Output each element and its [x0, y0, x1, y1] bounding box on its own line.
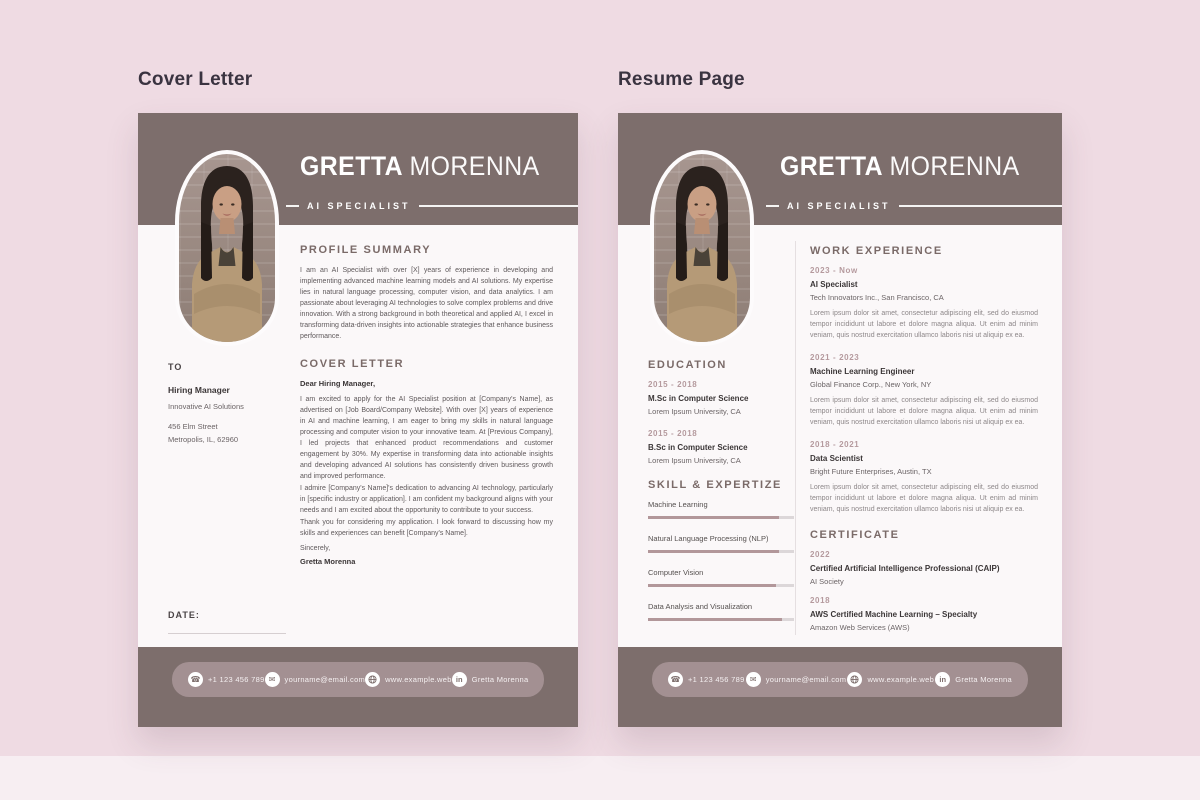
experience-description: Lorem ipsum dolor sit amet, consectetur adipiscing elit, sed do eiusmod tempor incididunt ut labore et dolore magna aliqua. Ut enim ad minim veniam, quis nostrud exercitation ullamco laboris nisi ut aliquip ex ea.: [810, 310, 1038, 339]
experience-title: Machine Learning Engineer: [810, 367, 915, 376]
certificate-year: 2022: [810, 550, 831, 559]
phone-number: +1 123 456 789: [688, 675, 745, 684]
recipient-city: Metropolis, IL, 62960: [168, 435, 239, 444]
education-item: [648, 380, 794, 416]
resume-page-caption: Resume Page: [618, 69, 745, 90]
certificate-item: [810, 550, 1038, 586]
skill-bar-fill: [648, 618, 782, 621]
letter-paragraph: Thank you for considering my application. I look forward to discussing how my skills and experiences can benefit [Company's Name].: [300, 519, 553, 537]
contact-linkedin: [935, 672, 1012, 687]
linkedin-name: Gretta Morenna: [955, 675, 1012, 684]
skill-item: [648, 568, 794, 587]
skill-bar-fill: [648, 550, 779, 553]
certificate-heading: CERTIFICATE: [810, 529, 900, 541]
education-school: Lorem Ipsum University, CA: [648, 407, 741, 416]
phone-icon: ☎: [188, 672, 203, 687]
phone-icon: ☎: [668, 672, 683, 687]
skill-item: [648, 534, 794, 553]
profile-summary-heading: PROFILE SUMMARY: [300, 244, 432, 256]
resume-document: [618, 113, 1062, 727]
contact-phone: [668, 672, 745, 687]
certificate-title: AWS Certified Machine Learning – Specialty: [810, 610, 978, 619]
person-last-name: MORENNA: [889, 151, 1020, 181]
skill-bar-track: [648, 516, 794, 519]
certificate-year: 2018: [810, 596, 831, 605]
contact-email: [746, 672, 847, 687]
person-first-name: GRETTA: [300, 151, 404, 181]
experience-item: [810, 266, 1038, 341]
skill-bar-track: [648, 550, 794, 553]
contact-email: [265, 672, 366, 687]
certificate-org: AI Society: [810, 577, 844, 586]
email-address: yourname@email.com: [765, 675, 847, 684]
profile-photo: [650, 150, 754, 346]
email-address: yourname@email.com: [284, 675, 366, 684]
cover-letter-heading: COVER LETTER: [300, 358, 405, 370]
letter-paragraph: I admire [Company's Name]'s dedication to advancing AI technology, particularly in [specific industry or application]. I am confident my background aligns with your needs and I am excited about the opportunity to contribute to your success.: [300, 485, 553, 514]
column-divider: [795, 241, 796, 635]
person-name: [780, 151, 1020, 182]
letter-closing: Sincerely,: [300, 545, 331, 552]
certificate-org: Amazon Web Services (AWS): [810, 623, 910, 632]
skill-bar-fill: [648, 584, 776, 587]
document-footer-band: [618, 647, 1062, 727]
letter-signature: Gretta Morenna: [300, 557, 356, 566]
skills-block: [648, 479, 794, 621]
role-row: [286, 201, 578, 211]
recipient-name: Hiring Manager: [168, 385, 230, 395]
linkedin-icon: in: [452, 672, 467, 687]
experience-item: [810, 440, 1038, 515]
document-footer-band: [138, 647, 578, 727]
experience-description: Lorem ipsum dolor sit amet, consectetur adipiscing elit, sed do eiusmod tempor incididunt ut labore et dolore magna aliqua. Ut enim ad minim veniam, quis nostrud exercitation ullamco laboris nisi ut aliquip ex ea.: [810, 397, 1038, 426]
recipient-street: 456 Elm Street: [168, 422, 218, 431]
contact-bar: [652, 662, 1028, 697]
resume-left-column: [648, 359, 794, 636]
cover-letter-document: [138, 113, 578, 727]
person-name: [300, 151, 540, 182]
linkedin-name: Gretta Morenna: [471, 675, 529, 684]
contact-website: [365, 672, 452, 687]
experience-years: 2021 - 2023: [810, 353, 860, 362]
letter-paragraph: I am excited to apply for the AI Specialist position at [Company's Name], as advertised on [Job Board/Company Website]. With over [X] years of experience in AI and machine learning, I am eager to bring my skills in natural language processing and computer vision to your innovative team. At [Previous Company], I led projects that enhanced product recommendations and customer engagement by 30%. My expertise in transforming data into actionable insights and developing advanced AI solutions has consistently driven business growth and improved performance.: [300, 396, 553, 480]
experience-company: Global Finance Corp., New York, NY: [810, 380, 932, 389]
skill-bar-track: [648, 618, 794, 621]
certificate-title: Certified Artificial Intelligence Professional (CAIP): [810, 564, 1000, 573]
certificate-item: [810, 596, 1038, 632]
skill-bar-track: [648, 584, 794, 587]
cover-letter-main-column: [300, 244, 553, 566]
education-degree: M.Sc in Computer Science: [648, 394, 749, 403]
skill-name: Natural Language Processing (NLP): [648, 534, 769, 543]
table-surface-strip: [0, 756, 1200, 800]
website-url: www.example.web: [385, 675, 452, 684]
experience-title: AI Specialist: [810, 280, 858, 289]
role-title: AI SPECIALIST: [307, 201, 411, 211]
education-heading: EDUCATION: [648, 359, 727, 371]
date-block: [168, 610, 286, 634]
resume-right-column: [810, 245, 1038, 642]
skills-heading: SKILL & EXPERTIZE: [648, 479, 782, 491]
education-school: Lorem Ipsum University, CA: [648, 456, 741, 465]
contact-linkedin: [452, 672, 529, 687]
education-years: 2015 - 2018: [648, 380, 698, 389]
profile-photo: [175, 150, 279, 346]
role-right-rule: [419, 205, 578, 207]
person-first-name: GRETTA: [780, 151, 884, 181]
email-icon: ✉: [265, 672, 280, 687]
profile-summary-text: I am an AI Specialist with over [X] years of experience in developing and implementing advanced machine learning models and AI solutions. My expertise lies in natural language processing, computer vision, and data analytics. I am passionate about leveraging AI technologies to solve complex problems and drive innovation. With a strong background in both theoretical and applied AI, I excel in transforming data-driven insights into actionable strategies that enhance business performance.: [300, 267, 553, 340]
skill-item: [648, 500, 794, 519]
experience-company: Bright Future Enterprises, Austin, TX: [810, 467, 932, 476]
education-degree: B.Sc in Computer Science: [648, 443, 748, 452]
experience-description: Lorem ipsum dolor sit amet, consectetur adipiscing elit, sed do eiusmod tempor incididunt ut labore et dolore magna aliqua. Ut enim ad minim veniam, quis nostrud exercitation ullamco laboris nisi ut aliquip ex ea.: [810, 484, 1038, 513]
person-last-name: MORENNA: [409, 151, 540, 181]
skill-name: Computer Vision: [648, 568, 704, 577]
date-label: DATE:: [168, 610, 286, 634]
contact-phone: [188, 672, 265, 687]
contact-bar: [172, 662, 544, 697]
recipient-company: Innovative AI Solutions: [168, 402, 244, 411]
cover-letter-block: [300, 358, 553, 566]
linkedin-icon: in: [935, 672, 950, 687]
experience-title: Data Scientist: [810, 454, 863, 463]
skill-bar-fill: [648, 516, 779, 519]
skill-name: Machine Learning: [648, 500, 708, 509]
role-row: [766, 201, 1062, 211]
work-experience-heading: WORK EXPERIENCE: [810, 245, 943, 257]
to-label: TO: [168, 362, 183, 372]
certificate-block: [810, 529, 1038, 632]
cover-letter-caption: Cover Letter: [138, 69, 253, 90]
letter-salutation: Dear Hiring Manager,: [300, 379, 376, 388]
skill-item: [648, 602, 794, 621]
skill-name: Data Analysis and Visualization: [648, 602, 753, 611]
portrait-illustration: [179, 154, 275, 342]
education-years: 2015 - 2018: [648, 429, 698, 438]
contact-website: [847, 672, 934, 687]
recipient-block: [168, 362, 290, 446]
role-title: AI SPECIALIST: [787, 201, 891, 211]
experience-years: 2023 - Now: [810, 266, 858, 275]
website-url: www.example.web: [867, 675, 935, 684]
experience-item: [810, 353, 1038, 428]
experience-years: 2018 - 2021: [810, 440, 860, 449]
experience-company: Tech Innovators Inc., San Francisco, CA: [810, 293, 944, 302]
portrait-illustration: [654, 154, 750, 342]
role-left-rule: [286, 205, 299, 207]
role-left-rule: [766, 205, 779, 207]
role-right-rule: [899, 205, 1062, 207]
email-icon: ✉: [746, 672, 761, 687]
phone-number: +1 123 456 789: [208, 675, 265, 684]
globe-icon: [365, 672, 380, 687]
globe-icon: [847, 672, 862, 687]
education-item: [648, 429, 794, 465]
